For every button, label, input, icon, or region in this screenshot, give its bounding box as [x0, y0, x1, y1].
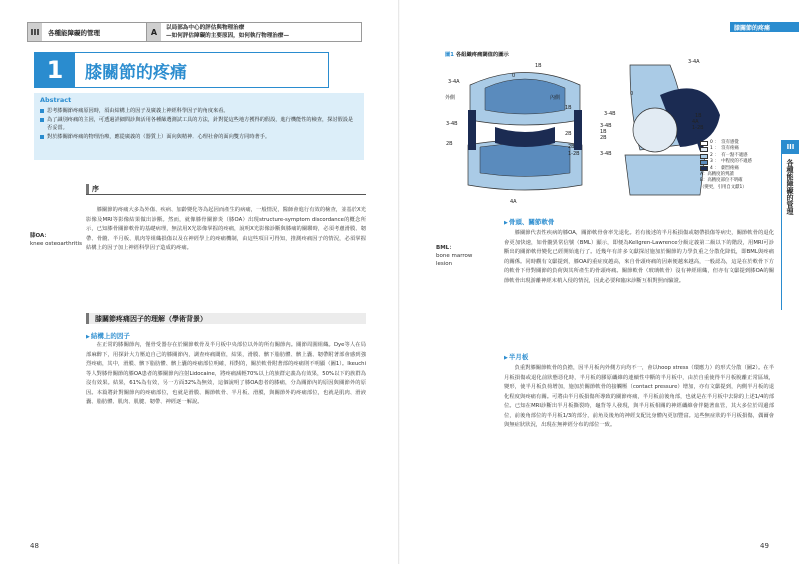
knee-pain-threshold-figure [440, 55, 740, 210]
glossary-english: knee osteoarthritis [30, 241, 82, 247]
fat-pad-dark [495, 127, 555, 147]
legend-swatch [700, 147, 708, 152]
abstract-item: 對於膝關節疼痛的物理治療，應從廣義的（器質上）面向與精神．心理社會的面向雙方同時著手。 [40, 133, 358, 142]
part-title: 各種能障礙的管理 [42, 23, 147, 41]
lateral-ligament [468, 110, 476, 150]
abstract-item: 思考膝關節疼痛原因時，須由結構上的因子及廣義上神經科學因子的角度來看。 [40, 107, 358, 116]
legend-source: （變更，引用自文獻1） [700, 184, 747, 190]
abstract-box [34, 93, 364, 160]
legend-item: 0 ： 沒有感覺 [700, 140, 752, 146]
figure-label: 3-4A [448, 79, 460, 85]
bone-cartilage-paragraph: 膝關節代表性疾病的膝OA，關節軟骨會率先退化。若有後述的半月板損傷或韌帶損傷等病史，關節軟骨的退化會更加快速，如骨髓異常信號（BML）顯示，即便為Kellgren-Lawrence分級定義第二級以下的階段，用MRI可診斷出的關節軟骨變化已經開始進行了。近幾年有許多文獻探討施加於關節的力學負重之分散化降低，即BML與疼痛的關係。同時觀有文獻提到，膝OA的重症度越高，來自骨頭疼痛的因素便越來越高，一般認為，這是在於軟骨下方的軟骨下骨對關節的負荷與其所產生的骨頭疼痛。關節軟骨（玻璃軟骨）沒有神經組織，但亦有文獻提到膝OA的關節軟骨出現游離神經末梢入侵的情況，因此必要和臨床診斷互相對照而驗證。 [504, 230, 774, 284]
figure-label: 0 [512, 73, 516, 79]
legend-item: 2 ： 有一點不適感 [700, 153, 752, 159]
legend-item: 1 ： 沒有疼痛 [700, 146, 752, 152]
figure-label: 3-4B [604, 111, 616, 117]
side-tibia [625, 155, 705, 195]
tibia-cartilage [480, 144, 570, 177]
glossary-english: bone marrow [436, 253, 473, 259]
side-tab-part: III [782, 140, 799, 154]
legend-note-b: B：高精度部位不明確 [700, 178, 743, 184]
glossary-note-bml [436, 244, 472, 268]
part-number: III [28, 23, 42, 41]
part-header [27, 22, 362, 42]
figure-legend [700, 140, 752, 191]
legend-item: 4 ： 劇烈疼痛 [700, 166, 752, 172]
glossary-term: BML： [436, 245, 455, 251]
legend-swatch [700, 154, 708, 159]
figure-label: 3-4B [446, 121, 458, 127]
legend-note-a: A：高精度的判讀 [700, 172, 734, 178]
figure-label: 1B [535, 63, 542, 69]
figure-label: 0 [630, 91, 634, 97]
section-title-line2: —如何評估障礙的主要原因，如何執行物理治療— [166, 33, 290, 39]
page-number-right: 49 [760, 542, 769, 550]
chapter-title-box [34, 52, 329, 88]
figure-label: 4A [510, 199, 517, 205]
figure-label: 2B [565, 131, 572, 137]
subheading-meniscus: ▶ 半月板 [504, 352, 528, 361]
chapter-number: 1 [35, 53, 75, 87]
abstract-item: 為了識別疼痛的主因，可透過詳細問診與活用各種篩選測試工具的方法，針對從這些地方獲得的假設，進行機能性的檢查，探討假設是否妥當。 [40, 116, 358, 133]
abstract-list [34, 107, 364, 141]
structural-paragraph: 在正常的膝關節內，僅骨受器存在於關節軟骨及半月板中央部位以外的所有關節內。關節周圍組織。Dye等人在局部麻醉下，用探針大力壓迫自己的膝關節內，調查疼痛閾值，結果，滑膜、髕下脂肪體、髕上囊、韌帶附著部會感到強烈疼痛，其中，滑膜、髕下脂肪體、髕上囊的疼痛部位明確，相對的，關於軟骨附著部的疼痛則不明顯（圖1）。Ikeuchi等人對膝骨關節的膝OA患者的膝關節內注射Lidocaine，將疼痛減輕70%以上的族群定義為有效果，50%以下的族群為沒有效果。結果，61%為有效，另一方面32%為無效，這個說明了膝OA患者的膝痛，分為關節內的原因與關節外的原因。本篇將針對關節內的疼痛部位，也就是滑膜、關節軟骨、半月板、滑膜，與關節外的疼痛部位，也就是肌肉、滑液囊、脂肪體、肌肉、肌腱、韌帶、神經逐一解說。 [86, 342, 366, 405]
figure-label: 2B [600, 135, 607, 141]
figure-label: 1-2B [568, 151, 580, 157]
right-page [400, 0, 799, 564]
figure-label: 3-4B [600, 123, 612, 129]
figure-label: 1-2B [692, 125, 704, 131]
meniscus-paragraph: 負重對膝關節軟骨的負擔，因半月板內外側方向均不一，會以hoop stress（環應力）的形式分散（圖2）。在半月板損傷或退化前狀態惡化時，半月板的膠原纖維的連續性中斷的半月板中，由於自重使得半月板脫離正常區域，變形，使半月板負荷增加，施加於關節軟骨的接觸壓（contact pressure）增加，亦有文獻提到，內側半月板的退化程度與疼痛有關。可將由半月板損傷所導致的關節疼痛，半月板前後角部，也就是在半月板中去除的上述1/4的部位。已知在MRI診斷出半月板撕裂時，龜背等人發現，與半月板相關的神經纖維會伴隨著血管，其大多位於周邊部位，前後角部位的半月板1/3的部分，前角及後角的神經支配比身體內更加豐富。這些無症狀的半月板損傷，偶爾會與無症狀狀況，出現在無神經分布的部位一致。 [504, 365, 774, 428]
figure-number: 圖1 [445, 52, 454, 58]
side-tab-title: 各種能障礙的管理 [786, 159, 794, 215]
figure-label: 3-4B [600, 151, 612, 157]
glossary-note [30, 232, 82, 248]
figure-label: 3-4A [688, 59, 700, 65]
figure-title: 各組織疼痛閾值的圖示 [455, 52, 509, 58]
subheading-structural: ▶ 結構上的因子 [86, 331, 130, 340]
section-title [161, 23, 361, 41]
figure-label: 1B [565, 105, 572, 111]
glossary-term: 膝OA： [30, 233, 50, 239]
legend-swatch [700, 160, 708, 165]
section-title-line1: 以局部為中心的評估與物理治療 [166, 25, 245, 31]
running-head: 膝關節的疼痛 [730, 22, 799, 32]
section-heading-background: 膝關節疼痛因子的理解（學術背景） [86, 313, 366, 324]
figure-label: 外側 [445, 95, 456, 101]
glossary-english: lesion [436, 261, 453, 267]
chapter-title: 膝關節的疼痛 [85, 62, 187, 83]
abstract-label: Abstract [40, 96, 72, 104]
legend-swatch [700, 166, 708, 171]
legend-swatch [700, 141, 708, 146]
subheading-bone-cartilage: ▶ 骨頭、關節軟骨 [504, 217, 554, 226]
figure-label: 2B [446, 141, 453, 147]
side-tab [781, 140, 799, 310]
figure-label: 1B [600, 129, 607, 135]
figure-label: 內側 [550, 95, 561, 101]
section-letter: A [147, 23, 161, 41]
side-condyle [633, 108, 677, 152]
medial-ligament [574, 110, 582, 150]
legend-item: 3 ： 中程度的不適感 [700, 159, 752, 165]
figure-label: 1B [695, 113, 702, 119]
intro-paragraph: 膝關節的疼痛大多為外傷、疾病、加齡變化等為起因而產生的病痛，一般情況，醫師會進行有效的檢查，並基於X光影像及MRI等影像結果做出診斷。然而，就像膝骨關節炎（膝OA）出現structure-symptom discordance的概念所示，已知膝骨關節軟骨的基礎病理，無法用X光影像掌握的疼痛，說明X光影像診斷與膝痛的關聯時，必須考慮滑膜、韌帶、骨髓、半月板、肌肉等組織損傷以及在神經學上的疼痛機制，由這些項目可得知，推測疼痛因子的情況，必須掌握結構上的因子加上神經科學因子造成的疼痛。 [86, 207, 366, 251]
page-number-left: 48 [30, 542, 39, 550]
section-heading-intro: 序 [86, 184, 366, 195]
figure-label: 4A [692, 119, 699, 125]
figure-label: 2B [568, 144, 575, 150]
